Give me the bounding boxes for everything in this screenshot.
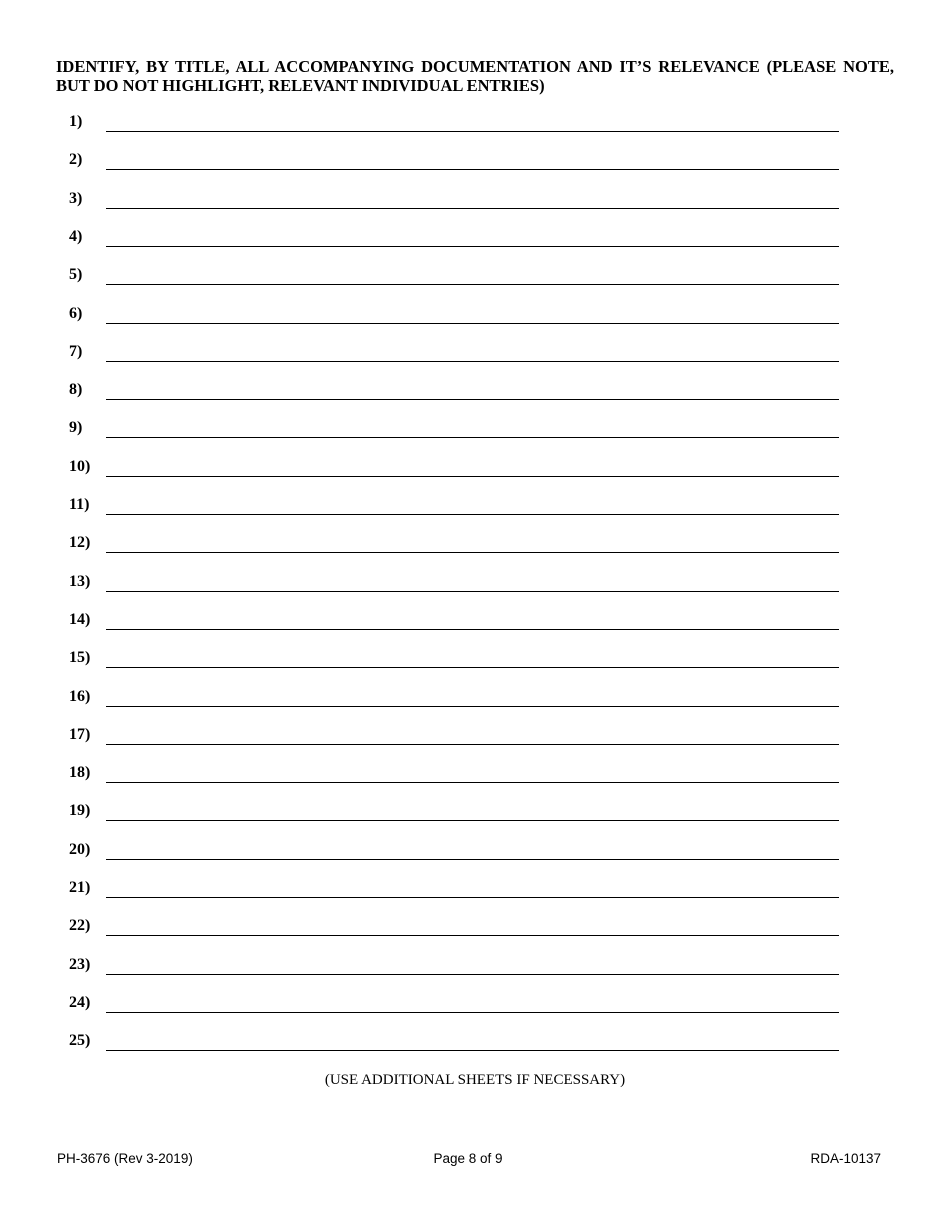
- entry-number: 20): [69, 840, 91, 858]
- entry-blank-line[interactable]: [106, 591, 839, 592]
- entry-number: 5): [69, 266, 83, 284]
- entry-number: 3): [69, 189, 83, 207]
- documentation-entry-row: [69, 455, 839, 477]
- documentation-entry-row: [69, 799, 839, 821]
- entry-blank-line[interactable]: [106, 935, 839, 936]
- entry-number: 6): [69, 304, 83, 322]
- entry-number: 18): [69, 764, 91, 782]
- entry-blank-line[interactable]: [106, 131, 839, 132]
- documentation-entry-row: [69, 838, 839, 860]
- documentation-entry-row: [69, 646, 839, 668]
- entry-blank-line[interactable]: [106, 667, 839, 668]
- footer-form-id: PH-3676 (Rev 3-2019): [57, 1151, 193, 1166]
- entry-blank-line[interactable]: [106, 744, 839, 745]
- entry-number: 14): [69, 610, 91, 628]
- documentation-entry-row: [69, 493, 839, 515]
- footer-page-number: Page 8 of 9: [433, 1151, 503, 1166]
- documentation-entry-row: [69, 914, 839, 936]
- entry-number: 15): [69, 649, 91, 667]
- entry-blank-line[interactable]: [106, 897, 839, 898]
- documentation-entry-row: [69, 378, 839, 400]
- entry-blank-line[interactable]: [106, 552, 839, 553]
- entry-blank-line[interactable]: [106, 629, 839, 630]
- entry-number: 4): [69, 227, 83, 245]
- documentation-entry-row: [69, 263, 839, 285]
- entry-blank-line[interactable]: [106, 476, 839, 477]
- entry-number: 13): [69, 572, 91, 590]
- entry-number: 2): [69, 151, 83, 169]
- documentation-entry-row: [69, 148, 839, 170]
- documentation-entry-row: [69, 110, 839, 132]
- documentation-entry-row: [69, 531, 839, 553]
- documentation-entry-row: [69, 570, 839, 592]
- entry-number: 21): [69, 879, 91, 896]
- entry-number: 25): [69, 1032, 91, 1050]
- entry-blank-line[interactable]: [106, 1050, 839, 1051]
- entry-blank-line[interactable]: [106, 323, 839, 324]
- documentation-entry-row: [69, 225, 839, 247]
- entry-blank-line[interactable]: [106, 820, 839, 821]
- documentation-entry-row: [69, 991, 839, 1013]
- entry-number: 22): [69, 917, 91, 935]
- entry-number: 17): [69, 725, 91, 743]
- entry-blank-line[interactable]: [106, 1012, 839, 1013]
- entry-blank-line[interactable]: [106, 246, 839, 247]
- entry-blank-line[interactable]: [106, 437, 839, 438]
- entry-blank-line[interactable]: [106, 706, 839, 707]
- entry-blank-line[interactable]: [106, 169, 839, 170]
- entry-blank-line[interactable]: [106, 208, 839, 209]
- additional-sheets-note: (USE ADDITIONAL SHEETS IF NECESSARY): [324, 1072, 626, 1088]
- documentation-entry-row: [69, 761, 839, 783]
- entry-number: 8): [69, 381, 83, 399]
- entry-number: 12): [69, 534, 91, 552]
- entry-number: 11): [69, 496, 90, 513]
- documentation-entry-row: [69, 187, 839, 209]
- entry-blank-line[interactable]: [106, 782, 839, 783]
- documentation-entry-row: [69, 876, 839, 898]
- documentation-entry-row: [69, 1029, 839, 1051]
- entry-number: 1): [69, 113, 83, 130]
- entry-number: 7): [69, 342, 83, 360]
- entry-blank-line[interactable]: [106, 974, 839, 975]
- documentation-entry-row: [69, 302, 839, 324]
- entry-blank-line[interactable]: [106, 361, 839, 362]
- documentation-entry-row: [69, 416, 839, 438]
- entry-blank-line[interactable]: [106, 399, 839, 400]
- entry-blank-line[interactable]: [106, 284, 839, 285]
- footer-reference: RDA-10137: [810, 1151, 881, 1166]
- entry-blank-line[interactable]: [106, 514, 839, 515]
- documentation-entry-row: [69, 953, 839, 975]
- entry-number: 24): [69, 993, 91, 1011]
- documentation-entry-row: [69, 723, 839, 745]
- documentation-entry-row: [69, 685, 839, 707]
- documentation-entry-row: [69, 608, 839, 630]
- entry-number: 16): [69, 687, 91, 705]
- entry-number: 9): [69, 419, 83, 437]
- section-heading: IDENTIFY, BY TITLE, ALL ACCOMPANYING DOCUMENTATION AND IT’S RELEVANCE (PLEASE NOTE, BUT DO NOT HIGHLIGHT, RELEVANT INDIVIDUAL ENTRIES): [56, 57, 894, 95]
- documentation-entry-row: [69, 340, 839, 362]
- entry-number: 10): [69, 457, 91, 475]
- entry-blank-line[interactable]: [106, 859, 839, 860]
- entry-number: 19): [69, 802, 91, 820]
- entry-number: 23): [69, 955, 91, 973]
